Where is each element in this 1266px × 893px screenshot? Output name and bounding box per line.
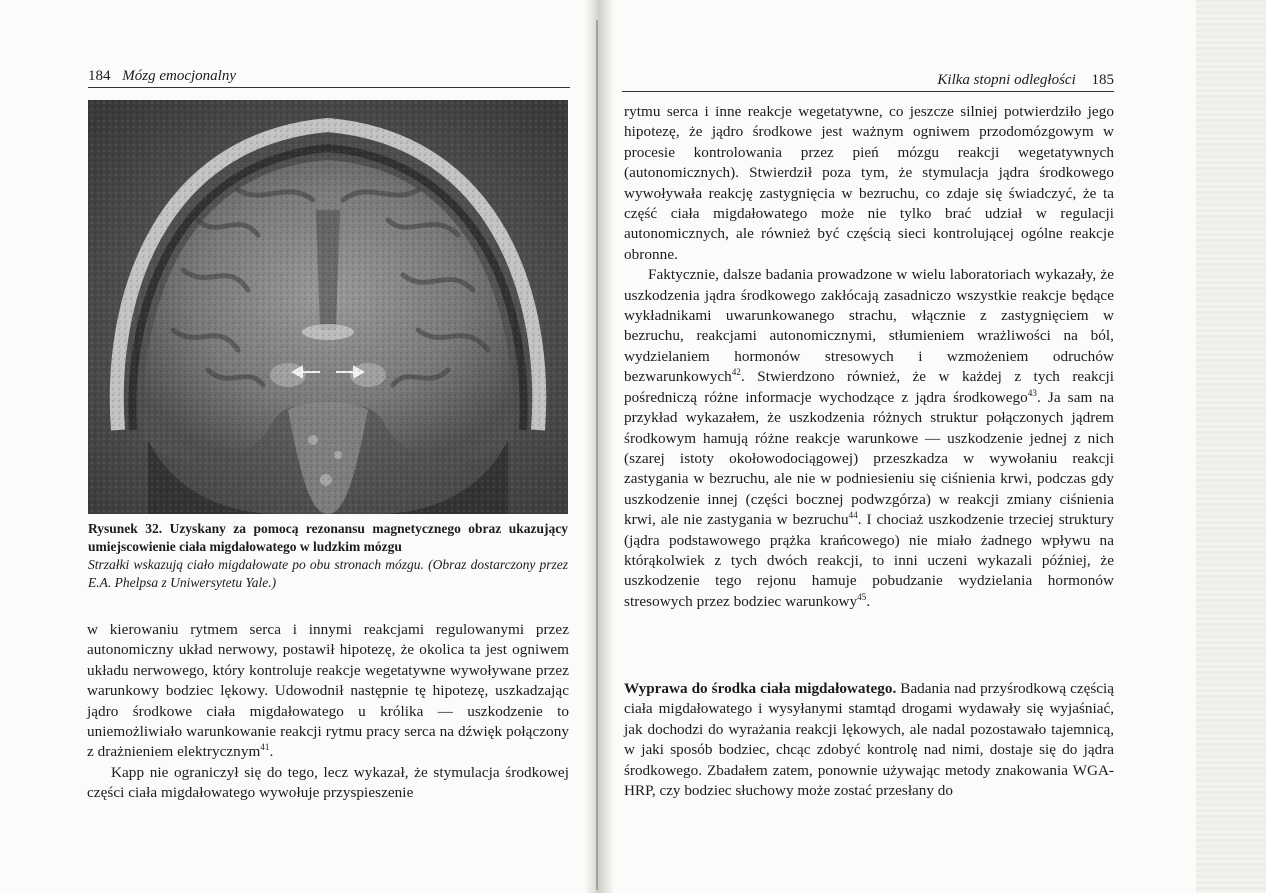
footnote-ref: 41	[260, 742, 270, 753]
book-gutter	[584, 0, 614, 893]
section-heading: Wyprawa do środka ciała migdałowatego	[624, 680, 893, 697]
footnote-ref: 44	[848, 510, 858, 521]
footnote-ref: 42	[731, 367, 741, 378]
footnote-ref: 43	[1027, 387, 1037, 398]
footnote-ref: 45	[857, 591, 867, 602]
coronal-mri-brain-scan	[88, 100, 568, 514]
right-paragraph-1: rytmu serca i inne reakcje wegetatywne, co jeszcze silniej potwierdziło jego hipotezę, że jądro środkowe jest ważnym ogniwem przodomózgowym w procesie kontrolowania przez pień mózgu reakcji wegetatywnych (autonomicznych). Stwierdził poza tym, że stymulacja jądra środkowego wywoływała reakcję zastygnięcia w bezruchu, co zdaje się świadczyć, że ta część ciała migdałowatego może nie tylko brać udział w regulacji autonomicznych, ale również być częścią sieci kontrolującej ogólne reakcje obronne.	[624, 103, 1114, 263]
right-page-number: 185	[1091, 72, 1114, 88]
right-body-text	[624, 102, 1114, 612]
left-paragraph-1: w kierowaniu rytmem serca i innymi reakcjami regulowanymi przez autonomiczny układ nerwowy, postawił hipotezę, że okolica ta jest ogniwem układu nerwowego, który kontroluje reakcje wegetatywne wywoływane przez warunkowy bodziec lękowy. Udowodnił następnie tę hipotezę, uszkadzając jądro środkowe ciała migdałowatego u królika — uszkodzenie to uniemożliwiało warunkowanie reakcji rytmu pracy serca na dźwięk połączony z drażnieniem elektrycznym$^{41}$.	[87, 621, 569, 761]
right-page-header	[622, 71, 1114, 89]
right-header-rule	[622, 91, 1114, 92]
left-paragraph-2: Kapp nie ograniczył się do tego, lecz wykazał, że stymulacja środkowej części ciała migdałowatego wywołuje przyspieszenie	[87, 763, 569, 802]
section-text: Badania nad przyśrodkową częścią ciała migdałowatego i wysyłanymi stamtąd drogami wydawały się wyjaśniać, jak dochodzi do wyrażania reakcji lękowych, ale nadal pozostawało tajemnicą, w jaki sposób bodziec, chcąc zdobyć kontrolę nad nimi, dostaje się do jądra środkowego. Zbadałem zatem, ponownie używając metody znakowania WGA-HRP, czy bodziec słuchowy może zostać przesłany do	[624, 680, 1114, 800]
left-page-header	[88, 67, 570, 85]
left-page-number: 184	[88, 68, 111, 84]
left-running-title: Mózg emocjonalny	[122, 68, 236, 84]
page-edge-shadow	[1196, 0, 1266, 893]
left-body-text	[87, 620, 569, 804]
caption-note: Strzałki wskazują ciało migdałowate po obu stronach mózgu. (Obraz dostarczony przez E.A. Phelpsa z Uniwersytetu Yale.)	[88, 557, 568, 590]
section-block: Wyprawa do środka ciała migdałowatego. Badania nad przyśrodkową częścią ciała migdałowatego i wysyłanymi stamtąd drogami wydawały się wyjaśniać, jak dochodzi do wyrażania reakcji lękowych, ale nadal pozostawało tajemnicą, w jaki sposób bodziec, chcąc zdobyć kontrolę nad nimi, dostaje się do jądra środkowego. Zbadałem zatem, ponownie używając metody znakowania WGA-HRP, czy bodziec słuchowy może zostać przesłany do	[624, 680, 1114, 800]
caption-title: Rysunek 32. Uzyskany za pomocą rezonansu magnetycznego obraz ukazujący umiejscowienie ciała migdałowatego w ludzkim mózgu	[88, 521, 568, 554]
figure-caption	[88, 520, 568, 592]
gutter-fold-line	[596, 20, 598, 890]
left-header-rule	[88, 87, 570, 88]
right-paragraph-2: Faktycznie, dalsze badania prowadzone w wielu laboratoriach wykazały, że uszkodzenia jądra środkowego zakłócają zasadniczo wszystkie reakcje będące wykładnikami uwarunkowanego strachu, włącznie z zastygnięciem w bezruchu, reakcjami autonomicznymi, stłumieniem wrażliwości na ból, wydzielaniem hormonów stresowych i wzmożeniem odruchów bezwarunkowych$^{42}$. Stwierdzono również, że w każdej z tych reakcji pośredniczą różne informacje wychodzące z jądra środkowego$^{43}$. Ja sam na przykład wykazałem, że uszkodzenia różnych struktur połączonych jądrem środkowym hamują różne reakcje warunkowe — uszkodzenie jednej z nich (szarej istoty okołowodociągowej) przeszkadza w wywołaniu reakcji zastygania w bezruchu, ale nie w podniesieniu się ciśnienia krwi, podczas gdy uszkodzenie innej (części bocznej podwzgórza) w reakcji zmiany ciśnienia krwi, ale nie zastygania w bezruchu$^{44}$. I chociaż uszkodzenie trzeciej struktury (jądra podstawowego prążka krańcowego) nie miało żadnego wpływu na którąkolwiek z tych dwóch reakcji, to inni uczeni wykazali później, że uszkodzenie tego rejonu hamuje pobudzanie wydzielania hormonów stresowych przez bodziec warunkowy$^{45}$.	[624, 266, 1114, 610]
right-running-title: Kilka stopni odległości	[937, 72, 1076, 88]
